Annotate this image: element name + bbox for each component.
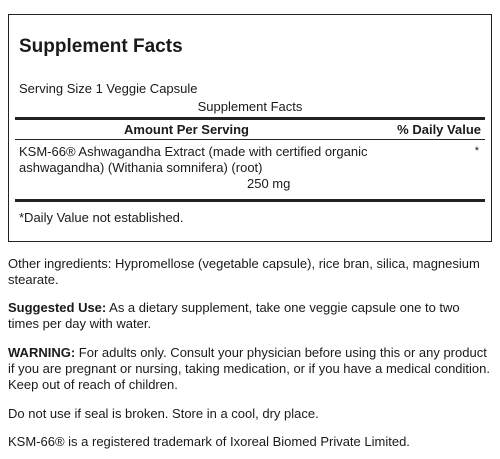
storage-note: Do not use if seal is broken. Store in a cool, dry place. [8, 406, 319, 421]
header-divider [15, 139, 485, 140]
footer-divider [15, 199, 485, 202]
facts-title: Supplement Facts [19, 36, 183, 57]
table-caption: Supplement Facts [197, 99, 303, 114]
supplement-facts-panel [8, 14, 492, 242]
other-ingredients: Other ingredients: Hypromellose (vegetable capsule), rice bran, silica, magnesium stearate. [8, 256, 480, 287]
warning-text: For adults only. Consult your physician before using this or any product if you are pregnant or nursing, taking medication, or if you have a medical condition. Keep out of reach of children. [8, 345, 490, 392]
warning-label: WARNING: [8, 345, 76, 360]
daily-value-footnote: *Daily Value not established. [19, 210, 184, 225]
thick-divider [15, 117, 485, 120]
serving-size: Serving Size 1 Veggie Capsule [19, 81, 198, 96]
ingredient-daily-value: * [474, 145, 479, 157]
ingredient-name: KSM-66® Ashwagandha Extract (made with certified organic ashwagandha) (Withania somnifera) (root) [19, 144, 368, 175]
suggested-use [8, 300, 494, 332]
column-header-amount: Amount Per Serving [124, 122, 249, 137]
warning [8, 345, 494, 393]
suggested-use-label: Suggested Use: [8, 300, 107, 315]
suggested-use-text: As a dietary supplement, take one veggie capsule one to two times per day with water. [8, 300, 460, 331]
ingredient-amount: 250 mg [247, 176, 291, 191]
trademark-note: KSM-66® is a registered trademark of Ixoreal Biomed Private Limited. [8, 434, 410, 449]
column-header-daily-value: % Daily Value [397, 122, 481, 137]
